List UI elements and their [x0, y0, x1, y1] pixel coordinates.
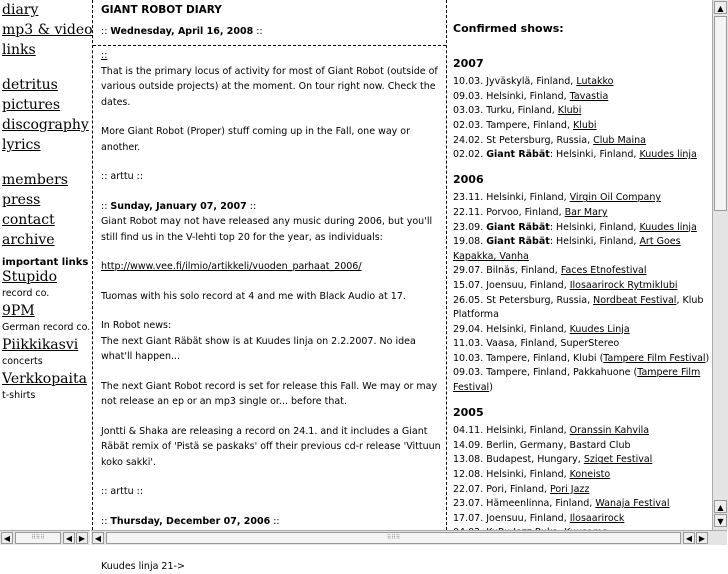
show-item: [453, 221, 712, 236]
show-text: 26.05. St Petersburg, Russia,: [453, 295, 593, 306]
nav-contact-link[interactable]: contact: [2, 210, 90, 230]
show-item: [453, 439, 712, 454]
show-text: , Klub Platforma: [453, 295, 703, 321]
scroll-left-icon[interactable]: ◀: [1, 532, 13, 544]
show-text: 10.03. Tampere, Finland, Klubi (: [453, 353, 603, 364]
scrollbar-corner: [712, 530, 727, 545]
venue-link[interactable]: Tampere Film Festival: [453, 367, 700, 393]
show-text: ): [706, 353, 710, 364]
show-text: 13.08. Budapest, Hungary,: [453, 454, 584, 465]
show-text: 17.07. Joensuu, Finland,: [453, 513, 570, 524]
show-text: 24.02. St Petersburg, Russia,: [453, 135, 593, 146]
show-item: [453, 235, 712, 264]
shows-frame: [446, 0, 712, 530]
nav-diary-link[interactable]: diary: [2, 0, 90, 20]
show-text: : Helsinki, Finland,: [550, 236, 640, 247]
entry-paragraph: Kuudes linja 21->: [101, 559, 446, 574]
piikkikasvi-link[interactable]: Piikkikasvi: [2, 336, 90, 354]
vertical-scrollbar[interactable]: [712, 0, 728, 530]
nav-pictures-link[interactable]: pictures: [2, 95, 90, 115]
nav-press-link[interactable]: press: [2, 190, 90, 210]
scroll-right-icon[interactable]: ▶: [76, 532, 88, 544]
show-item: [453, 483, 712, 498]
nav-discography-link[interactable]: discography: [2, 115, 90, 135]
scroll-thumb[interactable]: ⠿⠿⠿: [15, 532, 61, 544]
show-item: [453, 264, 712, 279]
left-horizontal-scrollbar[interactable]: [0, 530, 90, 545]
show-act: Giant Räbät: [486, 149, 550, 160]
divider: [93, 45, 446, 46]
scroll-up-icon[interactable]: ▲: [714, 1, 727, 14]
show-item: [453, 497, 712, 512]
show-item: [453, 352, 712, 367]
scroll-down-icon[interactable]: ▼: [714, 514, 727, 527]
venue-link[interactable]: Sziget Festival: [584, 454, 652, 465]
show-item: [453, 279, 712, 294]
show-item: [453, 453, 712, 468]
entry-permalink[interactable]: ::: [101, 50, 107, 61]
show-text: 14.09. Berlin, Germany, Bastard Club: [453, 440, 631, 451]
stupido-link[interactable]: Stupido: [2, 268, 90, 286]
venue-link[interactable]: Kuudes Linja: [570, 324, 630, 335]
nav-frame: [0, 0, 90, 530]
show-text: ): [489, 382, 493, 393]
nav-archive-link[interactable]: archive: [2, 230, 90, 250]
show-text: 22.11. Porvoo, Finland,: [453, 207, 565, 218]
diary-frame: [92, 0, 447, 530]
stupido-desc: record co.: [2, 286, 90, 302]
scroll-right-icon[interactable]: ▶: [696, 532, 708, 544]
entry-paragraph: Giant Robot may not have released any music during 2006, but you'll still find us in the V-lehti top 20 for the year, as individuals:: [101, 214, 446, 245]
show-text: 22.07. Pori, Finland,: [453, 484, 550, 495]
show-text: : Helsinki, Finland,: [550, 149, 640, 160]
show-item: [453, 119, 712, 134]
show-item: [453, 468, 712, 483]
venue-link[interactable]: Club Maina: [593, 135, 646, 146]
show-item: [453, 90, 712, 105]
scroll-left-icon[interactable]: ◀: [63, 532, 75, 544]
show-item: [453, 323, 712, 338]
nav-primary: [0, 0, 90, 60]
show-text: 12.08. Helsinki, Finland,: [453, 469, 570, 480]
venue-link[interactable]: Pori Jazz: [550, 484, 589, 495]
show-item: [453, 191, 712, 206]
venue-link[interactable]: Lutakko: [576, 76, 613, 87]
show-text: 09.03. Helsinki, Finland,: [453, 91, 570, 102]
show-item: [453, 294, 712, 323]
show-text: 29.07. Bilnäs, Finland,: [453, 265, 561, 276]
venue-link[interactable]: Faces Etnofestival: [561, 265, 647, 276]
venue-link[interactable]: Koneisto: [570, 469, 611, 480]
entry-paragraph: More Giant Robot (Proper) stuff coming up in the Fall, one way or another.: [101, 124, 446, 155]
show-item: [453, 366, 712, 395]
show-item: [453, 337, 712, 352]
entry-paragraph: That is the primary locus of activity for most of Giant Robot (outside of various outside projects) at the moment. On tour right now. Check the dates.: [101, 64, 446, 111]
show-text: 03.03. Turku, Finland,: [453, 105, 558, 116]
show-text: 02.02.: [453, 149, 486, 160]
show-text: 02.03. Tampere, Finland,: [453, 120, 573, 131]
venue-link[interactable]: Ilosaarirock: [570, 513, 625, 524]
show-item: [453, 424, 712, 439]
venue-link[interactable]: Bar Mary: [565, 207, 608, 218]
venue-link[interactable]: Klubi: [573, 120, 597, 131]
entry-paragraph: In Robot news: The next Giant Räbät show is at Kuudes linja on 2.2.2007. No idea what'll happen...: [101, 318, 446, 365]
nav-mp3-video-link[interactable]: mp3 & video: [2, 20, 90, 40]
show-item: [453, 512, 712, 527]
entry-paragraph: Tuomas with his solo record at 4 and me with Black Audio at 17.: [101, 289, 446, 305]
venue-link[interactable]: Tavastia: [570, 91, 609, 102]
entry-signature: :: arttu ::: [101, 169, 446, 185]
verkkopaita-desc: t-shirts: [2, 388, 90, 404]
important-links-heading: important links: [2, 257, 90, 268]
entry-signature: :: arttu ::: [101, 484, 446, 500]
shows-title: Confirmed shows:: [453, 22, 712, 37]
entry-date: :: Sunday, January 07, 2007 ::: [101, 199, 446, 215]
show-text: 10.03. Jyväskylä, Finland,: [453, 76, 576, 87]
diary-title: GIANT ROBOT DIARY: [101, 3, 446, 19]
venue-link[interactable]: Art Goes Kapakka, Vanha: [453, 236, 681, 262]
entry-date: :: Wednesday, April 16, 2008 ::: [101, 24, 446, 40]
nav-links-link[interactable]: links: [2, 40, 90, 60]
show-text: 09.03. Tampere, Finland, Pakkahuone (: [453, 367, 637, 378]
vlehti-link[interactable]: http://www.vee.fi/ilmio/artikkeli/vuoden_parhaat_2006/: [101, 261, 362, 272]
year-heading: 2007: [453, 57, 712, 72]
venue-link[interactable]: Kuudes linja: [639, 149, 696, 160]
show-act: Giant Räbät: [486, 222, 550, 233]
9pm-link[interactable]: 9PM: [2, 302, 90, 320]
venue-link[interactable]: Ilosaarirock Rytmiklubi: [570, 280, 678, 291]
show-text: 15.07. Joensuu, Finland,: [453, 280, 570, 291]
venue-link[interactable]: Nordbeat Festival: [593, 295, 676, 306]
show-text: 29.04. Helsinki, Finland,: [453, 324, 570, 335]
nav-members-link[interactable]: members: [2, 170, 90, 190]
show-item: [453, 206, 712, 221]
important-links: [0, 268, 90, 404]
venue-link[interactable]: Klubi: [558, 105, 582, 116]
venue-link[interactable]: Wanaja Festival: [595, 498, 669, 509]
piikkikasvi-desc: concerts: [2, 354, 90, 370]
verkkopaita-link[interactable]: Verkkopaita: [2, 370, 90, 388]
nav-detritus-link[interactable]: detritus: [2, 75, 90, 95]
show-item: [453, 134, 712, 149]
year-heading: 2005: [453, 406, 712, 421]
show-text: 11.03. Vaasa, Finland, SuperStereo: [453, 338, 619, 349]
scroll-up-icon[interactable]: ▲: [714, 500, 727, 513]
venue-link[interactable]: Virgin Oil Company: [570, 192, 661, 203]
entry-date: :: Thursday, December 07, 2006 ::: [101, 514, 446, 530]
show-act: Giant Räbät: [486, 236, 550, 247]
show-text: 23.07. Hämeenlinna, Finland,: [453, 498, 595, 509]
nav-tertiary: [0, 170, 90, 250]
nav-lyrics-link[interactable]: lyrics: [2, 135, 90, 155]
entry-paragraph: Jontti & Shaka are releasing a record on 24.1. and it includes a Giant Räbät remix of 'Pistä se paskaks' off their previous cd-r release 'Vittuun koko sakki'.: [101, 424, 446, 471]
year-heading: 2006: [453, 173, 712, 188]
show-item: [453, 75, 712, 90]
scroll-left-icon[interactable]: ◀: [92, 532, 104, 544]
show-text: 23.11. Helsinki, Finland,: [453, 192, 570, 203]
show-text: : Helsinki, Finland,: [550, 222, 640, 233]
show-text: 04.11. Helsinki, Finland,: [453, 425, 570, 436]
scroll-thumb[interactable]: ⠿⠿⠿: [106, 532, 681, 544]
venue-link[interactable]: Oranssin Kahvila: [570, 425, 649, 436]
entry-paragraph: The next Giant Robot record is set for release this Fall. We may or may not release an ep or an mp3 single or... before that.: [101, 379, 446, 410]
scroll-left-icon[interactable]: ◀: [683, 532, 695, 544]
show-text: 23.09.: [453, 222, 486, 233]
show-item: [453, 148, 712, 163]
nav-secondary: [0, 75, 90, 155]
9pm-desc: German record co.: [2, 320, 90, 336]
scroll-thumb[interactable]: [714, 16, 727, 211]
venue-link[interactable]: Tampere Film Festival: [603, 353, 705, 364]
main-horizontal-scrollbar[interactable]: [91, 530, 712, 545]
show-item: [453, 104, 712, 119]
venue-link[interactable]: Kuudes linja: [639, 222, 696, 233]
show-text: 19.08.: [453, 236, 486, 247]
